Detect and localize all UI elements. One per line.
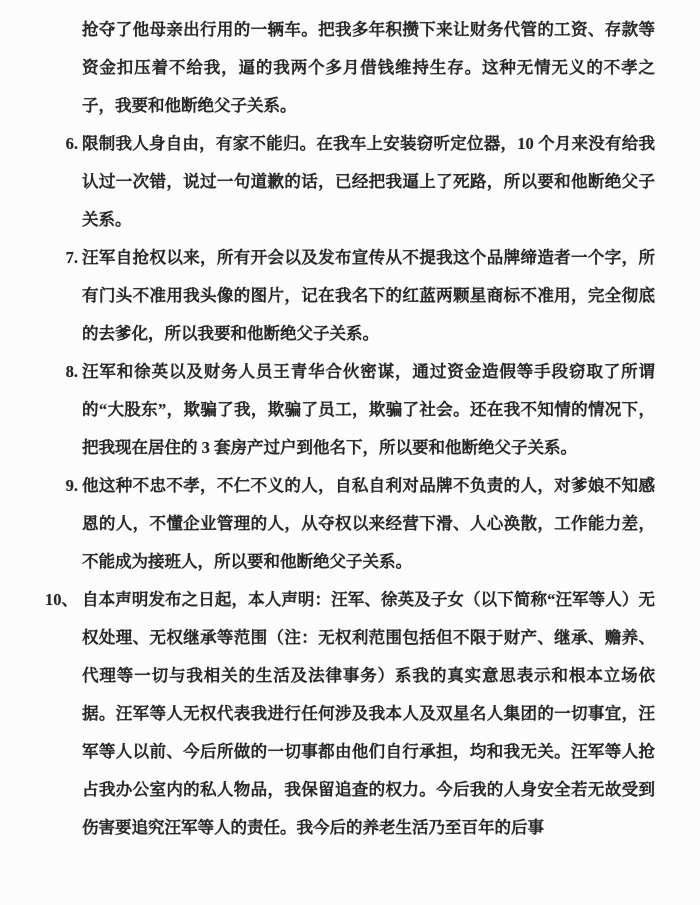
statement-item (65, 467, 655, 581)
statement-item (45, 581, 655, 847)
item-text: 自本声明发布之日起，本人声明：汪军、徐英及子女（以下简称“汪军等人）无权处理、无权继承等范围（注：无权利范围包括但不限于财产、继承、赡养、代理等一切与我相关的生活及法律事务）系我的真实意思表示和根本立场依据。汪军等人无权代表我进行任何涉及我本人及双星名人集团的一切事宜，汪军等人以前、今后所做的一切事都由他们自行承担，均和我无关。汪军等人抢占我办公室内的私人物品，我保留追查的权力。今后我的人身安全若无故受到伤害要追究汪军等人的责任。我今后的养老生活乃至百年的后事 (82, 590, 655, 837)
item-text: 他这种不忠不孝，不仁不义的人，自私自利对品牌不负责的人，对爹娘不知感恩的人，不懂企业管理的人，从夺权以来经营下滑、人心涣散，工作能力差，不能成为接班人，所以要和他断绝父子关系。 (82, 476, 655, 571)
item-number: 7. (65, 248, 78, 267)
intro-paragraph: 抢夺了他母亲出行用的一辆车。把我多年积攒下来让财务代管的工资、存款等资金扣压着不给我，逼的我两个多月借钱维持生存。这种无情无义的不孝之子，我要和他断绝父子关系。 (82, 20, 655, 115)
statement-item (65, 239, 655, 353)
statement-item (65, 353, 655, 467)
item-text: 汪军和徐英以及财务人员王青华合伙密谋，通过资金造假等手段窃取了所谓的“大股东”，欺骗了我，欺骗了员工，欺骗了社会。还在我不知情的情况下，把我现在居住的 3 套房产过户到他名下，所以要和他断绝父子关系。 (82, 362, 655, 457)
document-text-block (45, 11, 655, 847)
item-text: 限制我人身自由，有家不能归。在我车上安装窃听定位器，10 个月来没有给我认过一次错，说过一句道歉的话，已经把我逼上了死路，所以要和他断绝父子关系。 (82, 134, 655, 229)
item-number: 9. (65, 476, 78, 495)
statement-item-list (45, 125, 655, 847)
item-number: 10、 (45, 590, 78, 609)
item-number: 6. (65, 134, 78, 153)
item-text: 汪军自抢权以来，所有开会以及发布宣传从不提我这个品牌缔造者一个字，所有门头不准用我头像的图片，记在我名下的红蓝两颗星商标不准用，完全彻底的去爹化，所以我要和他断绝父子关系。 (82, 248, 655, 343)
statement-item (65, 125, 655, 239)
item-number: 8. (65, 362, 78, 381)
